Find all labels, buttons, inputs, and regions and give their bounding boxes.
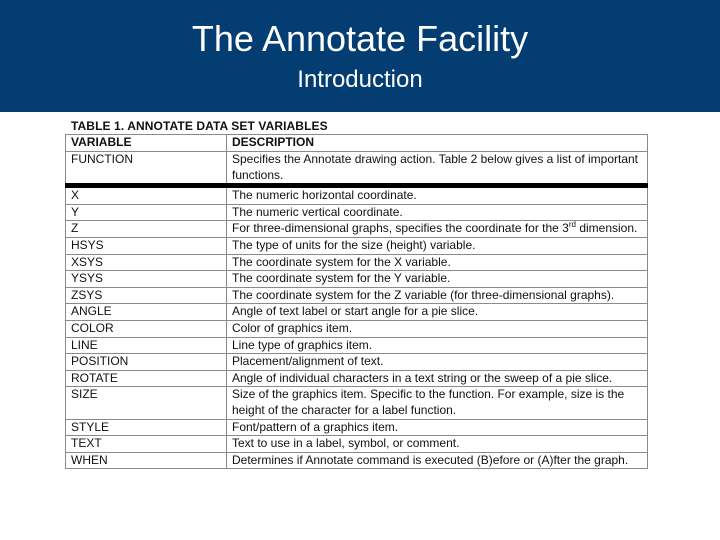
variable-cell: ZSYS (66, 287, 227, 304)
slide-subtitle: Introduction (297, 66, 423, 93)
table-row (66, 221, 648, 238)
column-header-variable: VARIABLE (66, 135, 227, 152)
variable-cell: COLOR (66, 320, 227, 337)
description-cell: Placement/alignment of text. (227, 354, 648, 371)
description-cell: For three-dimensional graphs, specifies the coordinate for the 3rd dimension. (227, 221, 648, 238)
variable-cell: STYLE (66, 419, 227, 436)
description-cell: The type of units for the size (height) variable. (227, 237, 648, 254)
variable-cell: WHEN (66, 452, 227, 469)
table-row (66, 337, 648, 354)
variable-cell: HSYS (66, 237, 227, 254)
variable-cell: ROTATE (66, 370, 227, 387)
variable-cell: SIZE (66, 387, 227, 419)
description-cell: Angle of text label or start angle for a pie slice. (227, 304, 648, 321)
table-row (66, 204, 648, 221)
description-cell: Line type of graphics item. (227, 337, 648, 354)
description-cell: The coordinate system for the Y variable. (227, 271, 648, 288)
description-cell: Size of the graphics item. Specific to the function. For example, size is the height of the character for a label function. (227, 387, 648, 419)
variable-cell: Z (66, 221, 227, 238)
table-caption: TABLE 1. ANNOTATE DATA SET VARIABLES (71, 119, 328, 133)
variable-cell: ANGLE (66, 304, 227, 321)
table-row (66, 419, 648, 436)
table-row (66, 436, 648, 453)
description-cell: The numeric horizontal coordinate. (227, 186, 648, 205)
variable-cell: Y (66, 204, 227, 221)
description-cell: Text to use in a label, symbol, or comment. (227, 436, 648, 453)
variable-cell: FUNCTION (66, 152, 227, 186)
table-row (66, 452, 648, 469)
variable-cell: YSYS (66, 271, 227, 288)
variables-table (65, 134, 648, 469)
slide-header (0, 0, 720, 112)
table-row (66, 186, 648, 205)
variable-cell: X (66, 186, 227, 205)
column-header-description: DESCRIPTION (227, 135, 648, 152)
table-row (66, 271, 648, 288)
table-row (66, 237, 648, 254)
variable-cell: POSITION (66, 354, 227, 371)
table-row (66, 387, 648, 419)
slide-title: The Annotate Facility (191, 18, 529, 59)
variable-cell: XSYS (66, 254, 227, 271)
description-cell: The coordinate system for the Z variable (for three-dimensional graphs). (227, 287, 648, 304)
description-cell: Specifies the Annotate drawing action. Table 2 below gives a list of important functions. (227, 152, 648, 186)
table-row (66, 287, 648, 304)
description-cell: Font/pattern of a graphics item. (227, 419, 648, 436)
description-cell: Determines if Annotate command is executed (B)efore or (A)fter the graph. (227, 452, 648, 469)
table-row (66, 304, 648, 321)
variable-cell: TEXT (66, 436, 227, 453)
description-cell: Color of graphics item. (227, 320, 648, 337)
table-row (66, 152, 648, 186)
table-row (66, 354, 648, 371)
variable-cell: LINE (66, 337, 227, 354)
table-row (66, 370, 648, 387)
table-body (66, 152, 648, 469)
table-header-row (66, 135, 648, 152)
table-row (66, 320, 648, 337)
description-cell: The coordinate system for the X variable. (227, 254, 648, 271)
description-cell: Angle of individual characters in a text string or the sweep of a pie slice. (227, 370, 648, 387)
table-row (66, 254, 648, 271)
description-cell: The numeric vertical coordinate. (227, 204, 648, 221)
ordinal-superscript: rd (568, 220, 576, 230)
